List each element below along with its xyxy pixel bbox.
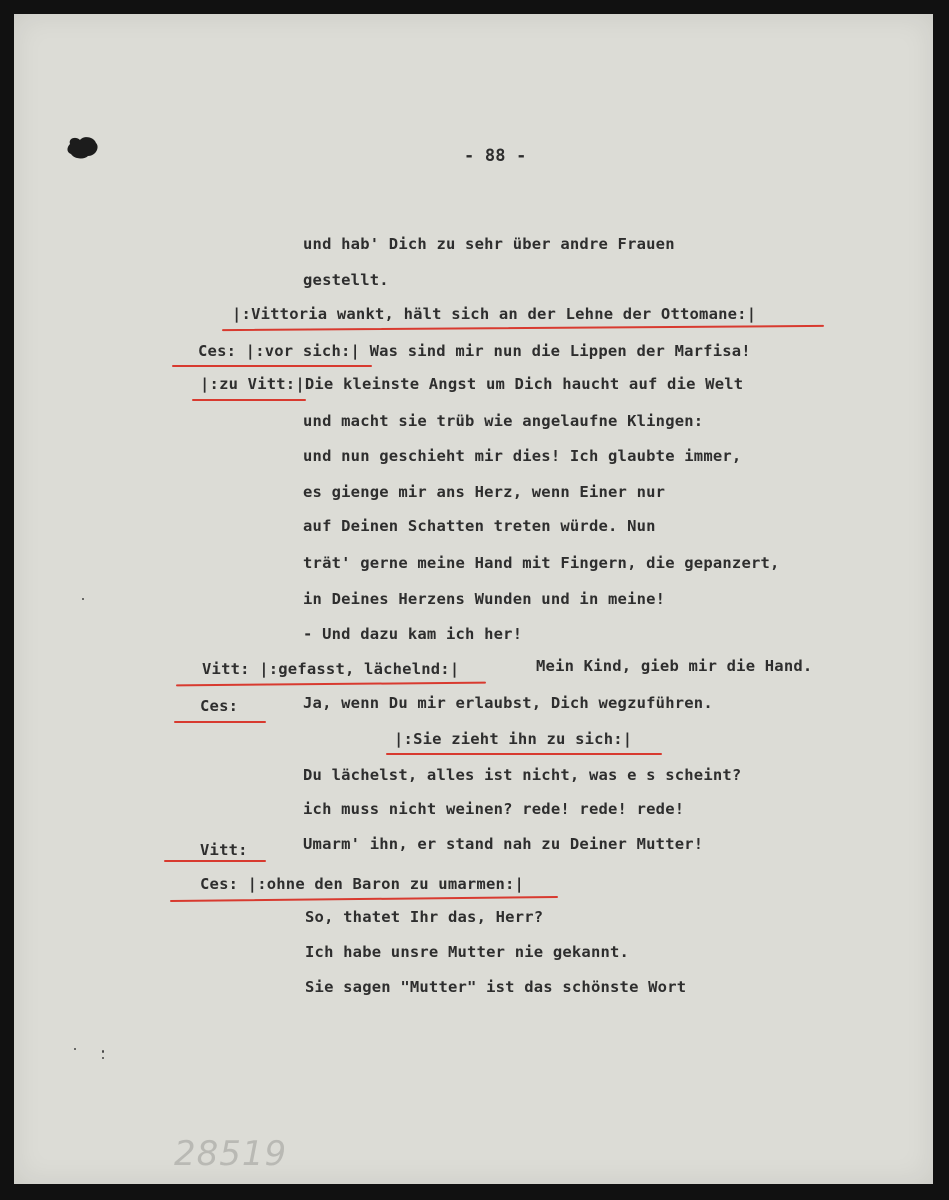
text-line: gestellt. — [303, 271, 389, 289]
red-underline — [222, 325, 824, 331]
text-line: Du lächelst, alles ist nicht, was e s scheint? — [303, 766, 742, 784]
speaker-label: Ces: — [200, 697, 239, 715]
red-underline — [164, 860, 266, 862]
text-line: es gienge mir ans Herz, wenn Einer nur — [303, 483, 666, 501]
text-line: |:zu Vitt:|Die kleinste Angst um Dich haucht auf die Welt — [200, 375, 744, 393]
red-underline — [386, 753, 662, 755]
red-underline — [172, 365, 372, 367]
page-number: - 88 - — [464, 146, 527, 166]
red-underline — [192, 399, 306, 401]
speck — [82, 598, 84, 600]
text-line: trät' gerne meine Hand mit Fingern, die gepanzert, — [303, 554, 780, 572]
archive-pencil-note: 28519 — [174, 1134, 288, 1174]
text-line: Ja, wenn Du mir erlaubst, Dich wegzuführen. — [303, 694, 713, 712]
text-line: auf Deinen Schatten treten würde. Nun — [303, 517, 656, 535]
text-line: und hab' Dich zu sehr über andre Frauen — [303, 235, 675, 253]
red-underline — [174, 721, 266, 723]
text-line: Sie sagen "Mutter" ist das schönste Wort — [305, 978, 687, 996]
text-line: in Deines Herzens Wunden und in meine! — [303, 590, 666, 608]
speaker-direction: Vitt: |:gefasst, lächelnd:| — [202, 660, 460, 678]
speaker-label: Vitt: — [200, 841, 248, 859]
stage-direction: |:Sie zieht ihn zu sich:| — [394, 730, 633, 748]
text-line: und nun geschieht mir dies! Ich glaubte immer, — [303, 447, 742, 465]
speck — [102, 1057, 104, 1059]
ink-blot-icon — [66, 134, 100, 160]
text-line: - Und dazu kam ich her! — [303, 625, 523, 643]
text-line: und macht sie trüb wie angelaufne Klingen: — [303, 412, 704, 430]
speck — [74, 1048, 76, 1050]
red-underline — [176, 682, 486, 687]
text-line: Ces: |:vor sich:| Was sind mir nun die Lippen der Marfisa! — [198, 342, 751, 360]
red-underline — [170, 896, 558, 902]
stage-direction: |:Vittoria wankt, hält sich an der Lehne der Ottomane:| — [232, 305, 757, 323]
text-line: ich muss nicht weinen? rede! rede! rede! — [303, 800, 685, 818]
text-line: Ich habe unsre Mutter nie gekannt. — [305, 943, 630, 961]
speck — [102, 1050, 104, 1053]
text-line: Mein Kind, gieb mir die Hand. — [536, 657, 813, 675]
text-line: So, thatet Ihr das, Herr? — [305, 908, 544, 926]
document-page — [14, 14, 933, 1184]
speaker-direction: Ces: |:ohne den Baron zu umarmen:| — [200, 875, 525, 893]
text-line: Umarm' ihn, er stand nah zu Deiner Mutter! — [303, 835, 704, 853]
